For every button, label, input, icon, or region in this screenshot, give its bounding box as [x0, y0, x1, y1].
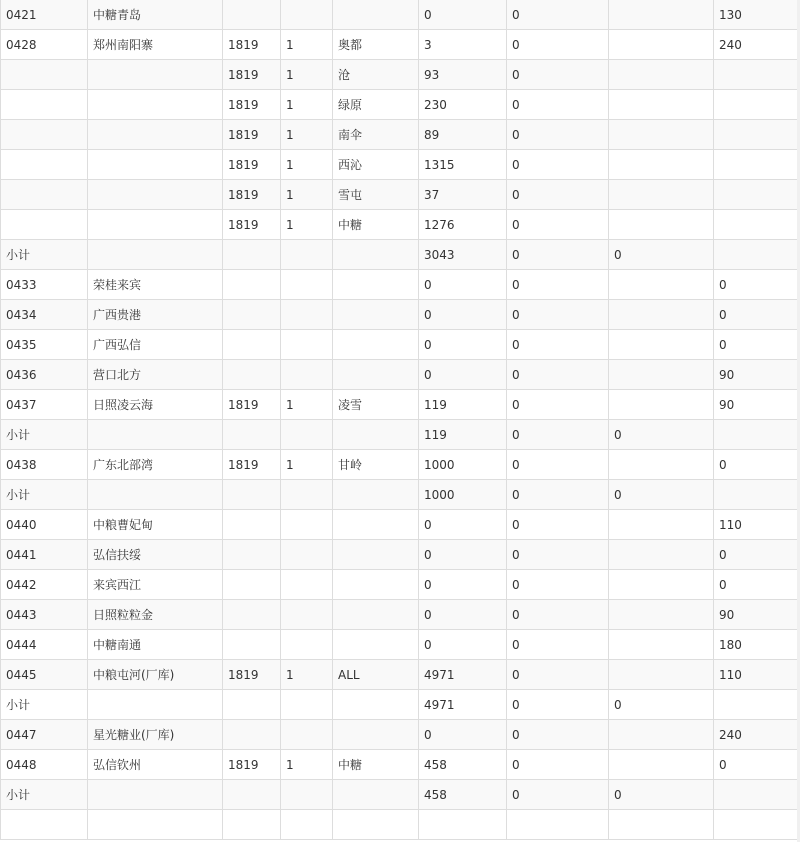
grade-cell	[281, 360, 333, 390]
receipt-quantity-cell: 3	[419, 30, 507, 60]
brand-cell	[333, 0, 419, 30]
warehouse-code-cell: 小计	[1, 420, 88, 450]
valid-forecast-cell	[609, 450, 714, 480]
change-cell: 0	[507, 300, 609, 330]
receipt-quantity-cell	[419, 810, 507, 840]
change-cell: 0	[507, 750, 609, 780]
premium-cell	[714, 180, 800, 210]
contract-cell	[223, 240, 281, 270]
table-row	[1, 240, 800, 270]
brand-cell	[333, 600, 419, 630]
change-cell: 0	[507, 0, 609, 30]
table-row	[1, 690, 800, 720]
warehouse-name-cell: 荣桂来宾	[88, 270, 223, 300]
warehouse-code-cell: 0438	[1, 450, 88, 480]
change-cell: 0	[507, 90, 609, 120]
valid-forecast-cell	[609, 0, 714, 30]
contract-cell: 1819	[223, 120, 281, 150]
receipt-quantity-cell: 0	[419, 540, 507, 570]
change-cell: 0	[507, 240, 609, 270]
valid-forecast-cell	[609, 90, 714, 120]
brand-cell	[333, 300, 419, 330]
table-row	[1, 30, 800, 60]
contract-cell	[223, 600, 281, 630]
change-cell: 0	[507, 210, 609, 240]
table-row	[1, 300, 800, 330]
change-cell: 0	[507, 720, 609, 750]
contract-cell	[223, 570, 281, 600]
grade-cell	[281, 240, 333, 270]
grade-cell	[281, 0, 333, 30]
valid-forecast-cell	[609, 630, 714, 660]
table-row	[1, 420, 800, 450]
contract-cell	[223, 300, 281, 330]
contract-cell: 1819	[223, 210, 281, 240]
table-body	[1, 0, 800, 840]
table-row	[1, 0, 800, 30]
grade-cell: 1	[281, 60, 333, 90]
brand-cell: 甘岭	[333, 450, 419, 480]
change-cell: 0	[507, 150, 609, 180]
change-cell: 0	[507, 450, 609, 480]
receipt-quantity-cell: 0	[419, 600, 507, 630]
warehouse-name-cell	[88, 240, 223, 270]
warehouse-name-cell: 日照粒粒金	[88, 600, 223, 630]
table-row	[1, 540, 800, 570]
contract-cell: 1819	[223, 60, 281, 90]
table-row	[1, 570, 800, 600]
table-row	[1, 210, 800, 240]
brand-cell: 雪屯	[333, 180, 419, 210]
grade-cell	[281, 690, 333, 720]
valid-forecast-cell: 0	[609, 480, 714, 510]
warehouse-name-cell	[88, 120, 223, 150]
contract-cell	[223, 480, 281, 510]
contract-cell: 1819	[223, 390, 281, 420]
change-cell: 0	[507, 510, 609, 540]
contract-cell	[223, 0, 281, 30]
receipt-quantity-cell: 119	[419, 420, 507, 450]
premium-cell	[714, 120, 800, 150]
brand-cell	[333, 570, 419, 600]
valid-forecast-cell	[609, 330, 714, 360]
grade-cell	[281, 630, 333, 660]
premium-cell: 0	[714, 300, 800, 330]
valid-forecast-cell	[609, 600, 714, 630]
table-row	[1, 330, 800, 360]
premium-cell: 90	[714, 360, 800, 390]
table-row	[1, 360, 800, 390]
premium-cell: 90	[714, 390, 800, 420]
brand-cell: 凌雪	[333, 390, 419, 420]
brand-cell	[333, 330, 419, 360]
warehouse-name-cell	[88, 90, 223, 120]
warehouse-name-cell: 中粮屯河(厂库)	[88, 660, 223, 690]
warehouse-code-cell	[1, 150, 88, 180]
warehouse-name-cell: 广东北部湾	[88, 450, 223, 480]
receipt-quantity-cell: 1000	[419, 450, 507, 480]
warehouse-name-cell: 广西贵港	[88, 300, 223, 330]
table-row	[1, 450, 800, 480]
warehouse-name-cell: 中糖南通	[88, 630, 223, 660]
premium-cell	[714, 90, 800, 120]
valid-forecast-cell: 0	[609, 240, 714, 270]
change-cell: 0	[507, 690, 609, 720]
warehouse-name-cell	[88, 180, 223, 210]
contract-cell	[223, 510, 281, 540]
change-cell: 0	[507, 270, 609, 300]
receipt-quantity-cell: 0	[419, 510, 507, 540]
premium-cell	[714, 810, 800, 840]
premium-cell: 110	[714, 510, 800, 540]
table-row	[1, 180, 800, 210]
grade-cell: 1	[281, 150, 333, 180]
warehouse-code-cell: 0440	[1, 510, 88, 540]
grade-cell: 1	[281, 660, 333, 690]
valid-forecast-cell	[609, 720, 714, 750]
receipt-quantity-cell: 0	[419, 330, 507, 360]
premium-cell: 240	[714, 720, 800, 750]
warehouse-name-cell	[88, 690, 223, 720]
receipt-quantity-cell: 230	[419, 90, 507, 120]
receipt-quantity-cell: 1315	[419, 150, 507, 180]
table-row	[1, 660, 800, 690]
premium-cell: 0	[714, 450, 800, 480]
warehouse-name-cell: 中糖青岛	[88, 0, 223, 30]
warehouse-name-cell: 广西弘信	[88, 330, 223, 360]
change-cell: 0	[507, 540, 609, 570]
table-row	[1, 90, 800, 120]
contract-cell: 1819	[223, 150, 281, 180]
brand-cell	[333, 510, 419, 540]
valid-forecast-cell	[609, 300, 714, 330]
valid-forecast-cell	[609, 120, 714, 150]
brand-cell	[333, 360, 419, 390]
brand-cell	[333, 480, 419, 510]
warehouse-code-cell	[1, 810, 88, 840]
contract-cell	[223, 330, 281, 360]
warehouse-code-cell: 0428	[1, 30, 88, 60]
brand-cell: 中糖	[333, 750, 419, 780]
warehouse-name-cell: 弘信扶绥	[88, 540, 223, 570]
change-cell: 0	[507, 780, 609, 810]
valid-forecast-cell	[609, 30, 714, 60]
receipt-quantity-cell: 89	[419, 120, 507, 150]
table-row	[1, 60, 800, 90]
receipt-quantity-cell: 0	[419, 570, 507, 600]
warehouse-code-cell	[1, 120, 88, 150]
valid-forecast-cell	[609, 180, 714, 210]
premium-cell: 0	[714, 750, 800, 780]
warehouse-code-cell: 小计	[1, 240, 88, 270]
premium-cell: 240	[714, 30, 800, 60]
contract-cell: 1819	[223, 660, 281, 690]
valid-forecast-cell	[609, 390, 714, 420]
brand-cell: ALL	[333, 660, 419, 690]
grade-cell	[281, 420, 333, 450]
grade-cell	[281, 300, 333, 330]
receipt-quantity-cell: 93	[419, 60, 507, 90]
receipt-quantity-cell: 119	[419, 390, 507, 420]
change-cell: 0	[507, 660, 609, 690]
valid-forecast-cell: 0	[609, 690, 714, 720]
grade-cell: 1	[281, 210, 333, 240]
warehouse-code-cell	[1, 90, 88, 120]
table-row	[1, 720, 800, 750]
premium-cell: 0	[714, 330, 800, 360]
table-row	[1, 600, 800, 630]
table-row	[1, 810, 800, 840]
grade-cell	[281, 600, 333, 630]
contract-cell	[223, 270, 281, 300]
warehouse-code-cell: 0421	[1, 0, 88, 30]
premium-cell: 130	[714, 0, 800, 30]
warehouse-code-cell	[1, 210, 88, 240]
warehouse-name-cell	[88, 60, 223, 90]
change-cell: 0	[507, 390, 609, 420]
warehouse-name-cell	[88, 810, 223, 840]
warehouse-code-cell: 小计	[1, 480, 88, 510]
premium-cell	[714, 780, 800, 810]
contract-cell	[223, 720, 281, 750]
change-cell: 0	[507, 60, 609, 90]
warehouse-code-cell: 0441	[1, 540, 88, 570]
table-row	[1, 750, 800, 780]
receipt-quantity-cell: 1000	[419, 480, 507, 510]
contract-cell: 1819	[223, 750, 281, 780]
valid-forecast-cell	[609, 540, 714, 570]
contract-cell	[223, 360, 281, 390]
valid-forecast-cell	[609, 570, 714, 600]
receipt-quantity-cell: 0	[419, 0, 507, 30]
brand-cell: 中糖	[333, 210, 419, 240]
brand-cell: 绿原	[333, 90, 419, 120]
receipt-quantity-cell: 458	[419, 780, 507, 810]
warehouse-name-cell	[88, 780, 223, 810]
warehouse-name-cell: 营口北方	[88, 360, 223, 390]
grade-cell	[281, 810, 333, 840]
table-row	[1, 480, 800, 510]
premium-cell: 0	[714, 540, 800, 570]
premium-cell: 90	[714, 600, 800, 630]
change-cell: 0	[507, 570, 609, 600]
premium-cell	[714, 240, 800, 270]
warehouse-name-cell: 星光糖业(厂库)	[88, 720, 223, 750]
change-cell: 0	[507, 630, 609, 660]
receipt-quantity-cell: 0	[419, 360, 507, 390]
brand-cell	[333, 420, 419, 450]
contract-cell: 1819	[223, 180, 281, 210]
warehouse-name-cell	[88, 210, 223, 240]
valid-forecast-cell	[609, 150, 714, 180]
contract-cell: 1819	[223, 30, 281, 60]
valid-forecast-cell	[609, 60, 714, 90]
warehouse-code-cell: 0435	[1, 330, 88, 360]
warehouse-code-cell: 0443	[1, 600, 88, 630]
contract-cell	[223, 420, 281, 450]
table-row	[1, 390, 800, 420]
premium-cell: 0	[714, 570, 800, 600]
change-cell: 0	[507, 600, 609, 630]
valid-forecast-cell	[609, 810, 714, 840]
contract-cell	[223, 540, 281, 570]
warehouse-code-cell: 0447	[1, 720, 88, 750]
warehouse-code-cell: 0433	[1, 270, 88, 300]
warehouse-code-cell: 0444	[1, 630, 88, 660]
change-cell: 0	[507, 180, 609, 210]
brand-cell	[333, 270, 419, 300]
change-cell: 0	[507, 480, 609, 510]
contract-cell	[223, 810, 281, 840]
contract-cell: 1819	[223, 90, 281, 120]
table-row	[1, 510, 800, 540]
valid-forecast-cell: 0	[609, 420, 714, 450]
warehouse-name-cell	[88, 480, 223, 510]
warehouse-name-cell: 日照凌云海	[88, 390, 223, 420]
grade-cell: 1	[281, 90, 333, 120]
premium-cell: 110	[714, 660, 800, 690]
warehouse-code-cell: 小计	[1, 780, 88, 810]
brand-cell: 西沁	[333, 150, 419, 180]
valid-forecast-cell	[609, 210, 714, 240]
warehouse-name-cell	[88, 150, 223, 180]
change-cell: 0	[507, 330, 609, 360]
brand-cell	[333, 690, 419, 720]
brand-cell	[333, 810, 419, 840]
warehouse-code-cell: 0437	[1, 390, 88, 420]
receipt-quantity-cell: 458	[419, 750, 507, 780]
premium-cell: 0	[714, 270, 800, 300]
grade-cell: 1	[281, 30, 333, 60]
premium-cell	[714, 420, 800, 450]
grade-cell: 1	[281, 120, 333, 150]
premium-cell	[714, 150, 800, 180]
brand-cell	[333, 630, 419, 660]
receipt-quantity-cell: 4971	[419, 660, 507, 690]
valid-forecast-cell	[609, 360, 714, 390]
grade-cell	[281, 480, 333, 510]
grade-cell: 1	[281, 180, 333, 210]
receipt-quantity-cell: 37	[419, 180, 507, 210]
warehouse-name-cell: 郑州南阳寨	[88, 30, 223, 60]
receipt-quantity-cell: 0	[419, 270, 507, 300]
grade-cell	[281, 510, 333, 540]
receipt-quantity-cell: 1276	[419, 210, 507, 240]
warehouse-code-cell	[1, 60, 88, 90]
premium-cell	[714, 210, 800, 240]
brand-cell	[333, 780, 419, 810]
table-row	[1, 120, 800, 150]
brand-cell	[333, 720, 419, 750]
valid-forecast-cell	[609, 510, 714, 540]
receipt-quantity-cell: 0	[419, 720, 507, 750]
table-row	[1, 270, 800, 300]
valid-forecast-cell	[609, 750, 714, 780]
valid-forecast-cell	[609, 270, 714, 300]
change-cell: 0	[507, 420, 609, 450]
warehouse-code-cell: 0448	[1, 750, 88, 780]
warehouse-name-cell	[88, 420, 223, 450]
contract-cell	[223, 690, 281, 720]
grade-cell	[281, 570, 333, 600]
premium-cell	[714, 480, 800, 510]
premium-cell: 180	[714, 630, 800, 660]
receipt-quantity-cell: 0	[419, 630, 507, 660]
contract-cell: 1819	[223, 450, 281, 480]
brand-cell	[333, 540, 419, 570]
warehouse-name-cell: 弘信钦州	[88, 750, 223, 780]
warehouse-code-cell: 0436	[1, 360, 88, 390]
brand-cell: 奥都	[333, 30, 419, 60]
premium-cell	[714, 60, 800, 90]
receipt-quantity-cell: 4971	[419, 690, 507, 720]
warehouse-code-cell: 0434	[1, 300, 88, 330]
grade-cell	[281, 540, 333, 570]
grade-cell: 1	[281, 450, 333, 480]
grade-cell	[281, 780, 333, 810]
contract-cell	[223, 780, 281, 810]
table-row	[1, 780, 800, 810]
warehouse-code-cell: 小计	[1, 690, 88, 720]
change-cell: 0	[507, 30, 609, 60]
grade-cell	[281, 330, 333, 360]
table-row	[1, 630, 800, 660]
brand-cell: 沧	[333, 60, 419, 90]
warehouse-code-cell: 0445	[1, 660, 88, 690]
warehouse-code-cell: 0442	[1, 570, 88, 600]
grade-cell	[281, 270, 333, 300]
grade-cell: 1	[281, 390, 333, 420]
contract-cell	[223, 630, 281, 660]
change-cell: 0	[507, 360, 609, 390]
change-cell	[507, 810, 609, 840]
premium-cell	[714, 690, 800, 720]
valid-forecast-cell	[609, 660, 714, 690]
warehouse-name-cell: 来宾西江	[88, 570, 223, 600]
receipt-quantity-cell: 3043	[419, 240, 507, 270]
table-row	[1, 150, 800, 180]
brand-cell: 南伞	[333, 120, 419, 150]
brand-cell	[333, 240, 419, 270]
grade-cell: 1	[281, 750, 333, 780]
receipt-quantity-cell: 0	[419, 300, 507, 330]
warehouse-code-cell	[1, 180, 88, 210]
change-cell: 0	[507, 120, 609, 150]
grade-cell	[281, 720, 333, 750]
valid-forecast-cell: 0	[609, 780, 714, 810]
warehouse-name-cell: 中粮曹妃甸	[88, 510, 223, 540]
